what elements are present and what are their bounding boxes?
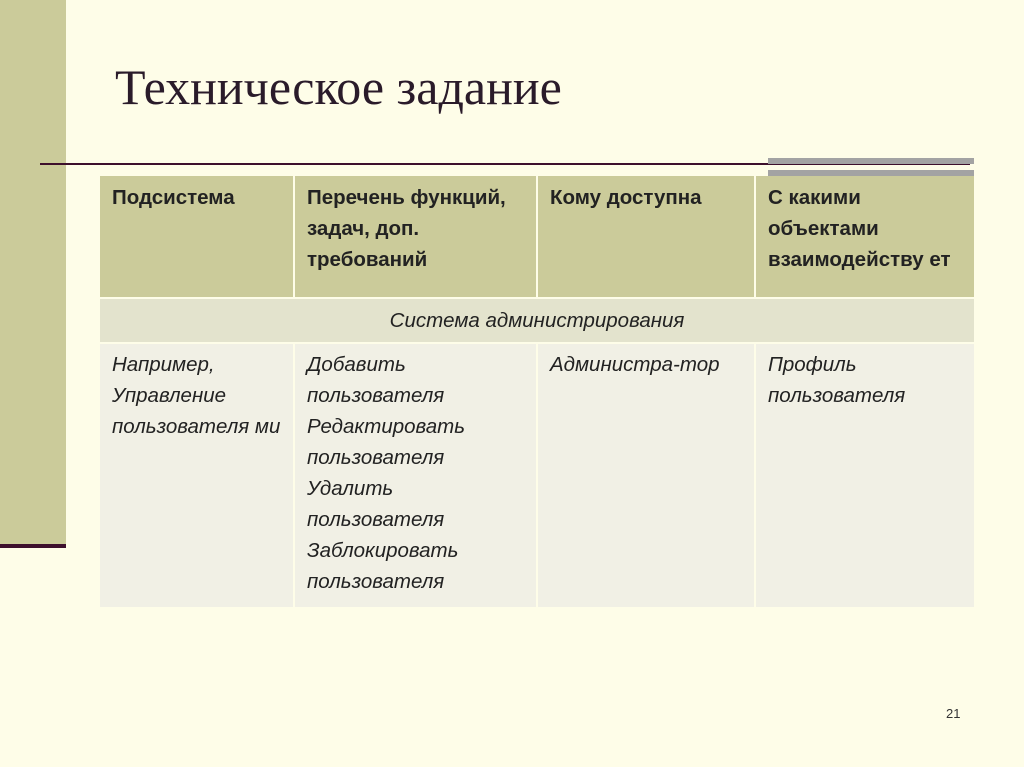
table-header-row [100,176,974,298]
page-number: 21 [946,706,961,721]
slide-title: Техническое задание [115,59,562,115]
header-objects: С какими объектами взаимодейству ет [755,176,974,298]
cell-access: Администра-тор [537,343,755,607]
left-band-underline [0,544,66,548]
header-subsystem: Подсистема [100,176,294,298]
header-functions: Перечень функций, задач, доп. требований [294,176,537,298]
cell-subsystem: Например, Управление пользователя ми [100,343,294,607]
left-decorative-band [0,0,66,548]
cell-objects: Профиль пользователя [755,343,974,607]
cell-functions [294,343,537,607]
spec-table [100,176,974,607]
function-item: Удалить пользователя [307,477,445,531]
function-item: Добавить пользователя [307,353,445,407]
function-item: Редактировать пользователя [307,415,466,469]
table-group-row [100,298,974,343]
table-row [100,343,974,607]
title-rule-accent-top [768,158,974,164]
function-item: Заблокировать пользователя [307,539,459,593]
group-label: Система администрирования [100,298,974,343]
header-access: Кому доступна [537,176,755,298]
